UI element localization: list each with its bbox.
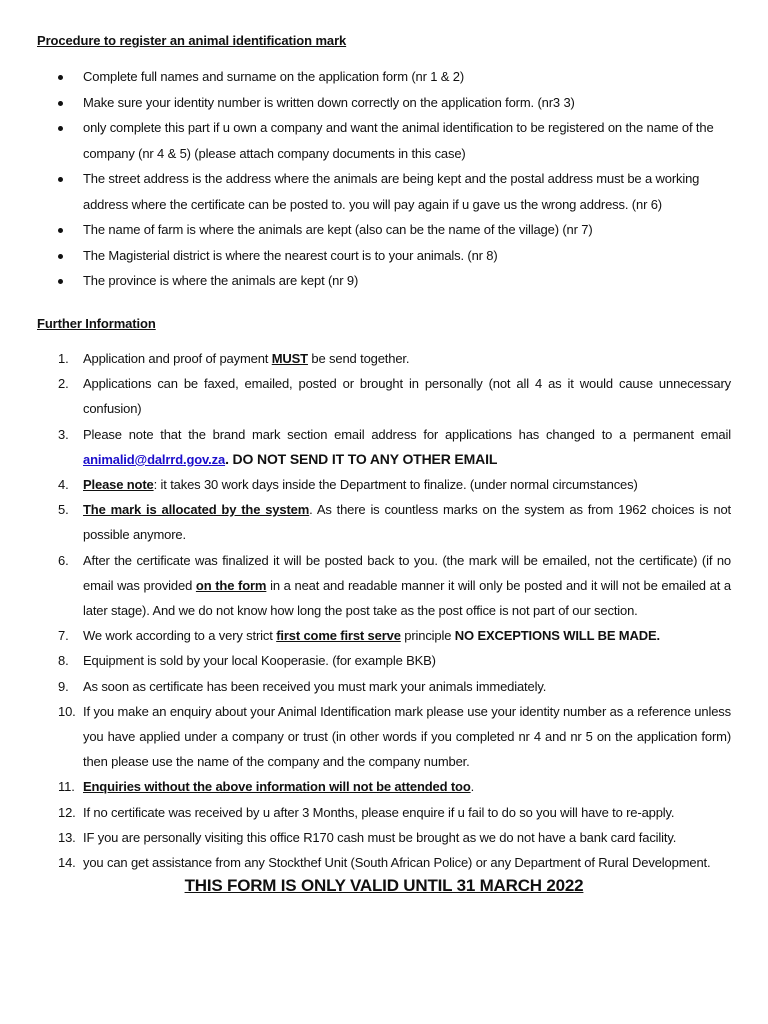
procedure-item-text: only complete this part if u own a company and want the animal identification to be registered on the name of the company (nr 4 & 5) (please attach company documents in this case)	[83, 120, 714, 161]
item-number: 5.	[58, 502, 69, 518]
item-number: 4.	[58, 477, 69, 493]
further-item	[0, 648, 768, 673]
item-number: 13.	[58, 829, 76, 845]
further-item	[0, 422, 768, 472]
item-number: 3.	[58, 426, 69, 442]
item-number: 8.	[58, 653, 69, 669]
further-item	[0, 346, 768, 371]
item-text: If no certificate was received by u after 3 Months, please enquire if u fail to do so you will have to re-apply.	[83, 804, 675, 820]
email-link[interactable]: animalid@dalrrd.gov.za	[83, 451, 226, 467]
procedure-item	[0, 90, 768, 116]
emphasis-text: Enquiries without the above information will not be attended too	[83, 779, 471, 795]
further-information-list	[0, 346, 768, 875]
item-text: We work according to a very strict	[83, 628, 277, 644]
emphasis-text: Please note	[83, 477, 154, 493]
item-text: If you make an enquiry about your Animal Identification mark please use your identity number as a reference unless you have applied under a company or trust (in other words if you completed nr 4 and nr 5 on the application form) then please use the name of the company and the company number.	[83, 703, 731, 770]
further-item	[0, 850, 768, 875]
item-text: . As there is countless marks on the system as from 1962 choices is not possible anymore.	[83, 502, 731, 543]
item-number: 1.	[58, 351, 69, 366]
emphasis-text: MUST	[271, 351, 308, 366]
item-number: 2.	[58, 376, 69, 392]
item-number: 12.	[58, 804, 76, 820]
item-text: in a neat and readable manner it will only be posted and it will not be emailed at a later stage). And we do not know how long the post take as the post office is not part of our section.	[83, 577, 732, 619]
further-item	[0, 371, 768, 421]
item-text: After the certificate was finalized it will be posted back to you. (the mark will be emailed, not the certificate) (if no email was provided	[83, 552, 731, 593]
item-text: : it takes 30 work days inside the Department to finalize. (under normal circumstances)	[153, 477, 638, 493]
item-text: .	[470, 779, 475, 795]
further-item	[0, 623, 768, 648]
item-number: 10.	[58, 703, 76, 719]
procedure-item	[0, 115, 768, 166]
procedure-item-text: Complete full names and surname on the application form (nr 1 & 2)	[83, 69, 465, 84]
procedure-heading: Procedure to register an animal identification mark	[37, 33, 347, 48]
item-number: 9.	[58, 678, 69, 694]
procedure-list	[0, 64, 768, 294]
emphasis-text: NO EXCEPTIONS WILL BE MADE.	[454, 628, 660, 644]
item-text: Application and proof of payment	[83, 351, 272, 366]
item-number: 14.	[58, 855, 76, 871]
procedure-item-text: The Magisterial district is where the nearest court is to your animals. (nr 8)	[83, 247, 498, 263]
further-item	[0, 674, 768, 699]
item-text: As soon as certificate has been received you must mark your animals immediately.	[83, 678, 547, 694]
procedure-item-text: The name of farm is where the animals are kept (also can be the name of the village) (nr 7)	[83, 222, 593, 237]
procedure-item	[0, 243, 768, 269]
procedure-item	[0, 217, 768, 243]
procedure-item-text: Make sure your identity number is written down correctly on the application form. (nr3 3)	[83, 94, 575, 110]
procedure-item-text: The province is where the animals are kept (nr 9)	[83, 273, 359, 288]
further-information-heading: Further Information	[37, 316, 156, 331]
item-text: you can get assistance from any Stockthef Unit (South African Police) or any Department of Rural Development.	[83, 855, 711, 871]
item-text: IF you are personally visiting this office R170 cash must be brought as we do not have a bank card facility.	[83, 829, 677, 845]
bullet-icon	[58, 254, 63, 259]
bullet-icon	[58, 101, 63, 106]
further-item	[0, 472, 768, 497]
bullet-icon	[58, 279, 63, 284]
further-item	[0, 774, 768, 799]
procedure-item	[0, 166, 768, 217]
item-text: Please note that the brand mark section email address for applications has changed to a permanent email	[83, 426, 731, 442]
emphasis-text: on the form	[195, 577, 267, 593]
bullet-icon	[58, 228, 63, 233]
item-text: Applications can be faxed, emailed, posted or brought in personally (not all 4 as it would cause unnecessary confusion)	[83, 376, 731, 417]
procedure-item	[0, 268, 768, 294]
procedure-item-text: The street address is the address where the animals are being kept and the postal address must be a working address where the certificate can be posted to. you will pay again if u gave us the wrong address. (nr 6)	[83, 171, 700, 212]
item-number: 7.	[58, 628, 69, 644]
further-item	[0, 699, 768, 775]
further-item	[0, 497, 768, 547]
item-text: principle	[400, 628, 455, 644]
emphasis-text: The mark is allocated by the system	[83, 502, 310, 518]
item-number: 11.	[58, 779, 75, 795]
item-text: Equipment is sold by your local Kooperasie. (for example BKB)	[83, 653, 436, 669]
item-text: be send together.	[307, 351, 410, 366]
bullet-icon	[58, 75, 63, 80]
emphasis-text: first come first serve	[276, 628, 401, 644]
email-warning: . DO NOT SEND IT TO ANY OTHER EMAIL	[225, 450, 498, 467]
further-item	[0, 548, 768, 624]
item-number: 6.	[58, 552, 69, 568]
procedure-item	[0, 64, 768, 90]
further-item	[0, 800, 768, 825]
bullet-icon	[58, 126, 63, 131]
bullet-icon	[58, 177, 63, 182]
further-item	[0, 825, 768, 850]
validity-notice: THIS FORM IS ONLY VALID UNTIL 31 MARCH 2022	[184, 876, 584, 895]
